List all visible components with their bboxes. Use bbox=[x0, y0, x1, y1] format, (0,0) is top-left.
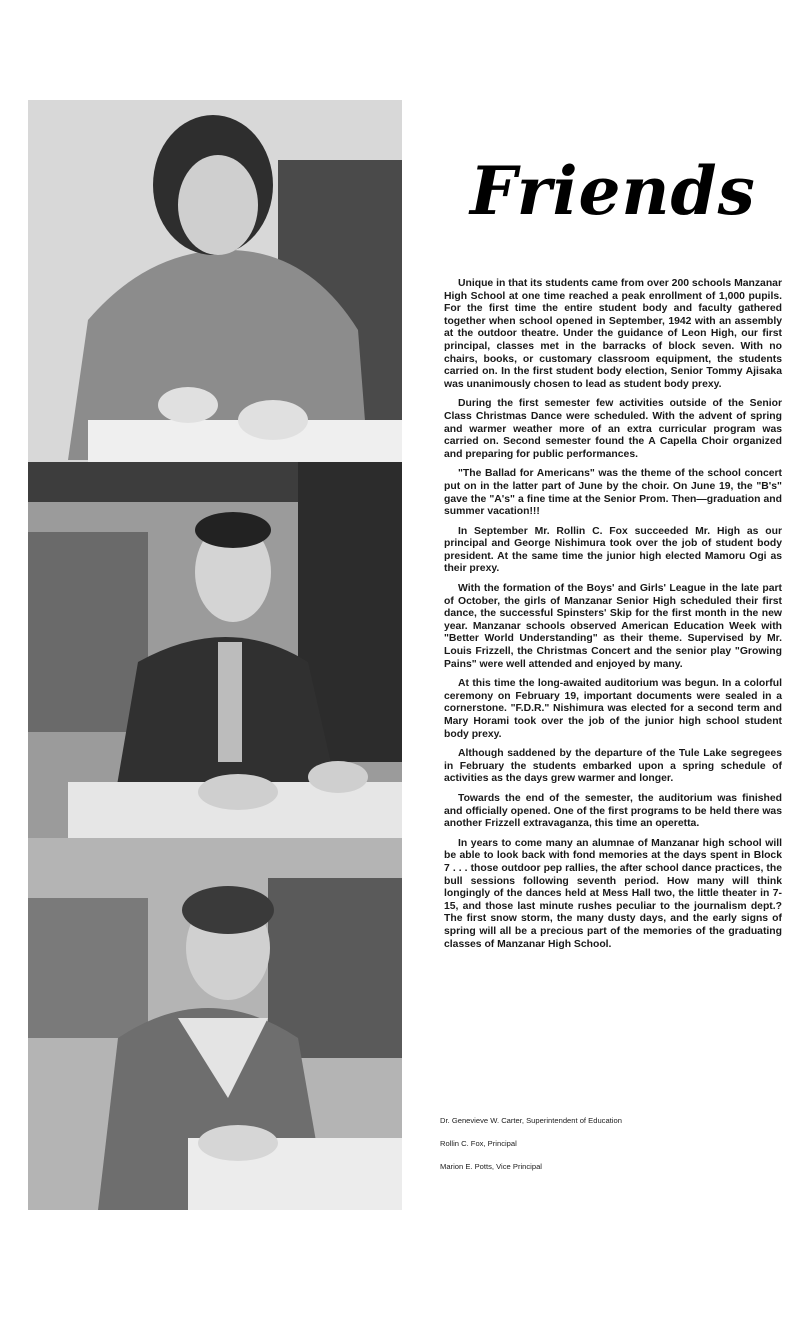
article-paragraph: In years to come many an alumnae of Manzanar high school will be able to look back with fond memories at the days spent in Block 7 . . . those outdoor pep rallies, the after school dance practices, the bull sessions following seventh period. How many will think longingly of the dances held at Mess Hall two, the little theater in 7-15, and those last minute rushes peculiar to the journalism dept.? The first snow storm, the many dusty days, and the early signs of spring will all be a precious part of the memories of the graduating classes of Manzanar High School. bbox=[444, 837, 782, 950]
page-title: Friends bbox=[470, 152, 756, 230]
photo-superintendent bbox=[28, 100, 402, 462]
article-paragraph: Although saddened by the departure of the Tule Lake segregees in February the students embarked upon a spring schedule of activities as the days grew warmer and longer. bbox=[444, 748, 782, 785]
article-paragraph: At this time the long-awaited auditorium was begun. In a colorful ceremony on February 19, important documents were sealed in a cornerstone. "F.D.R." Nishimura was elected for a second term and Mary Horami took over the job of the junior high school student body prexy. bbox=[444, 678, 782, 740]
caption-vice-principal: Marion E. Potts, Vice Principal bbox=[440, 1162, 542, 1171]
photo-vice-principal bbox=[28, 838, 402, 1210]
portrait-woman-writing bbox=[28, 100, 402, 462]
photo-column bbox=[28, 100, 402, 1210]
article-paragraph: In September Mr. Rollin C. Fox succeeded Mr. High as our principal and George Nishimura took over the job of student body president. At the same time the junior high elected Mamoru Ogi as their prexy. bbox=[444, 525, 782, 575]
photo-captions bbox=[440, 1116, 770, 1185]
article-paragraph: With the formation of the Boys' and Girls' League in the late part of October, the girls of Manzanar Senior High scheduled their first dance, the successful Spinsters' Skip for the first month in the new year. Manzanar schools observed American Education Week with "Better World Understanding" as their theme. Supervised by Mr. Louis Frizzell, the Christmas Concert and the senior play "Growing Pains" were well attended and enjoyed by many. bbox=[444, 583, 782, 670]
caption-superintendent: Dr. Genevieve W. Carter, Superintendent of Education bbox=[440, 1116, 622, 1125]
photo-principal bbox=[28, 462, 402, 838]
portrait-woman-desk bbox=[28, 838, 402, 1210]
caption-principal: Rollin C. Fox, Principal bbox=[440, 1139, 517, 1148]
article-paragraph: "The Ballad for Americans" was the theme of the school concert put on in the latter part of June by the choir. On June 19, the "B's" gave the "A's" a fine time at the Senior Prom. Then—graduation and summer vacation!!! bbox=[444, 468, 782, 518]
article-body bbox=[444, 278, 782, 958]
article-paragraph: During the first semester few activities outside of the Senior Class Christmas Dance were scheduled. With the advent of spring and warmer weather more of an extra curricular program was carried on. Second semester found the A Capella Choir organized and preparing for public performances. bbox=[444, 398, 782, 460]
portrait-man-desk bbox=[28, 462, 402, 838]
article-paragraph: Unique in that its students came from over 200 schools Manzanar High School at one time reached a peak enrollment of 1,000 pupils. For the first time the entire student body and faculty gathered together when school opened in September, 1942 with an assembly at the outdoor theatre. Under the guidance of Leon High, our first principal, classes met in the barracks of block seven. With no chairs, books, or customary classroom equipment, the students carried on. In the first student body election, Senior Tommy Ajisaka was unanimously chosen to lead as student body prexy. bbox=[444, 278, 782, 390]
article-paragraph: Towards the end of the semester, the auditorium was finished and officially opened. One of the first programs to be held there was another Frizzell extravaganza, this time an operetta. bbox=[444, 792, 782, 830]
